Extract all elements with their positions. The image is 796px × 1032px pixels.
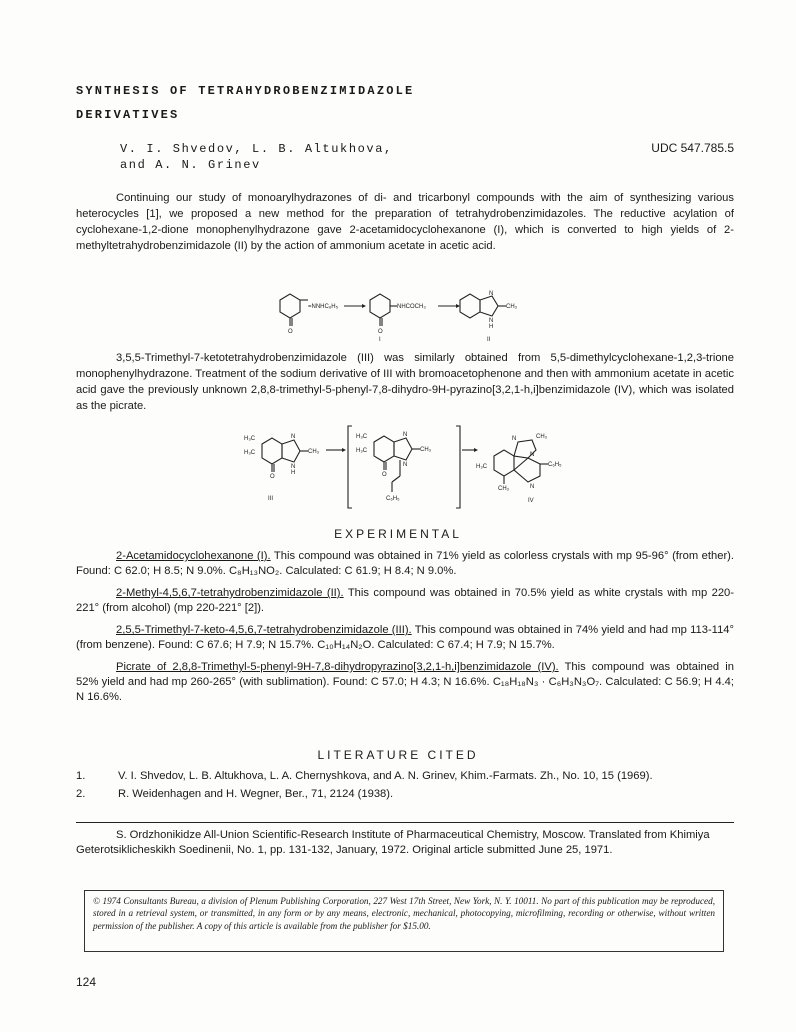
iii-n-top: N xyxy=(291,434,296,440)
int-ch3: CH₃ xyxy=(420,447,432,453)
second-paragraph xyxy=(76,350,734,414)
int-n-bottom: N xyxy=(403,462,408,468)
compound-label-iv: IV xyxy=(528,498,534,504)
experimental-entry-4 xyxy=(76,660,734,705)
reference-item xyxy=(76,769,734,784)
reference-text: V. I. Shvedov, L. B. Altukhova, L. A. Chernyshkova, and A. N. Grinev, Khim.-Farmats. Zh., No. 10, 15 (1969). xyxy=(118,770,653,782)
tetrahydro-ring xyxy=(460,294,480,318)
scheme1-n-top: N xyxy=(489,291,494,297)
iv-ch3-bottom: CH₃ xyxy=(498,486,510,492)
intermediate-imidazole xyxy=(394,438,412,460)
compound-iii-ring xyxy=(262,438,282,464)
scheme1-n-bottom: N xyxy=(489,318,494,324)
int-n-top: N xyxy=(403,432,408,438)
reference-text: R. Weidenhagen and H. Wegner, Ber., 71, 2124 (1938). xyxy=(118,788,394,800)
compound-iv-ring xyxy=(494,450,514,476)
cyclohexanone-ring-2 xyxy=(370,294,390,318)
entry-3-text: This compound was obtained in 74% yield and had mp 113-114° (from benzene). Found: C 67.6; H 7.9; N 15.7%. C₁₀H₁₄N₂O. Calculated: C 67.4; H 7.9; N 15.7%. xyxy=(76,624,734,651)
experimental-entry-1 xyxy=(76,549,734,579)
compound-name-1: 2-Acetamidocyclohexanone (I). xyxy=(116,550,271,562)
experimental-section xyxy=(76,549,734,712)
udc-code: UDC 547.785.5 xyxy=(651,141,734,155)
scheme1-o2: O xyxy=(378,329,383,335)
reaction-scheme-1 xyxy=(270,286,570,342)
scheme1-nhcoch3: NHCOCH₃ xyxy=(397,304,426,310)
footer-rule xyxy=(76,822,734,823)
compound-name-3: 2,5,5-Trimethyl-7-keto-4,5,6,7-tetrahydrobenzimidazole (III). xyxy=(116,624,412,636)
iv-n3: N xyxy=(530,484,535,490)
article-title-line2: DERIVATIVES xyxy=(76,108,180,122)
iv-ch3-top: CH₃ xyxy=(536,434,548,440)
intermediate-ring xyxy=(374,436,394,462)
reaction-scheme-2 xyxy=(240,420,580,512)
iii-h3c-a: H₃C xyxy=(244,436,256,442)
copyright-text: © 1974 Consultants Bureau, a division of Plenum Publishing Corporation, 227 West 17th Street, New York, N. Y. 10011. No part of this publication may be reproduced, stored in a retrieval system, or transmitted, in any form or by any means, electronic, mechanical, photocopying, microfilming, recording or otherwise, without written permission of the publisher. A copy of this article is available from the publisher for $15.00. xyxy=(93,896,715,931)
second-text: 3,5,5-Trimethyl-7-ketotetrahydrobenzimidazole (III) was similarly obtained from 5,5-dimethylcyclohexane-1,2,3-trione monophenylhydrazone. Treatment of the sodium derivative of III with bromoacetophenone and then with ammonium acetate in acetic acid gave the previously unknown 2,8,8-trimethyl-5-phenyl-7,8-dihydro-9H-pyrazino[3,2,1-h,i]benzimidazole (IV), which was isolated as the picrate. xyxy=(76,352,734,412)
compound-iv-pyrazine xyxy=(514,458,540,482)
experimental-entry-2 xyxy=(76,586,734,616)
intro-paragraph xyxy=(76,190,734,254)
compound-label-ii: II xyxy=(487,337,491,342)
int-h3c-a: H₃C xyxy=(356,434,368,440)
authors-line1: V. I. Shvedov, L. B. Altukhova, xyxy=(120,142,393,156)
scheme1-o1: O xyxy=(288,329,293,335)
copyright-box xyxy=(84,890,724,952)
int-c6h5: C₆H₅ xyxy=(386,496,400,502)
compound-name-2: 2-Methyl-4,5,6,7-tetrahydrobenzimidazole (II). xyxy=(116,587,344,599)
intro-text: Continuing our study of monoarylhydrazones of di- and tricarbonyl compounds with the aim of synthesizing various heterocycles [1], we proposed a new method for the preparation of tetrahydrobenzimidazoles. The reductive acylation of cyclohexane-1,2-dione monophenylhydrazone gave 2-acetamidocyclohexanone (I), which is converted to high yields of 2-methyltetrahydrobenzimidazole (II) by the action of ammonium acetate in acetic acid. xyxy=(76,192,734,252)
compound-name-4: Picrate of 2,8,8-Trimethyl-5-phenyl-9H-7,8-dihydropyrazino[3,2,1-h,i]benzimidazole (IV). xyxy=(116,661,559,673)
cyclohexanone-ring-1 xyxy=(280,294,300,318)
reference-list xyxy=(76,769,734,805)
int-h3c-b: H₃C xyxy=(356,448,368,454)
entry-1-text: This compound was obtained in 71% yield as colorless crystals with mp 95-96° (from ether). Found: C 62.0; H 8.5; N 9.0%. C₈H₁₃NO₂. Calculated: C 61.9; H 8.4; N 9.0%. xyxy=(76,550,735,577)
compound-label-iii: III xyxy=(268,496,274,502)
compound-iii-imidazole xyxy=(282,440,300,462)
iii-h3c-b: H₃C xyxy=(244,450,256,456)
scheme1-nnhc6h5: =NNHC₆H₅ xyxy=(308,304,339,310)
reference-number: 1. xyxy=(76,770,86,782)
experimental-entry-3 xyxy=(76,623,734,653)
scheme1-h: H xyxy=(489,324,494,330)
iii-o: O xyxy=(270,474,275,480)
iii-ch3: CH₃ xyxy=(308,449,320,455)
article-title-line1: SYNTHESIS OF TETRAHYDROBENZIMIDAZOLE xyxy=(76,84,415,98)
int-o: O xyxy=(382,472,387,478)
entry-4-text: This compound was obtained in 52% yield and had mp 260-265° (with sublimation). Found: C 57.0; H 4.3; N 16.6%. C₁₈H₁₈N₃ · C₆H₃N₃O₇. Calculated: C 56.9; H 4.4; N 16.6%. xyxy=(76,661,734,703)
iv-n2: N xyxy=(530,452,535,458)
scheme1-ch3: CH₃ xyxy=(506,304,518,310)
iii-h: H xyxy=(291,470,296,476)
reference-number: 2. xyxy=(76,788,86,800)
entry-2-text: This compound was obtained in 70.5% yield as white crystals with mp 220-221° (from alcohol) (mp 220-221° [2]). xyxy=(76,587,734,614)
page-number: 124 xyxy=(76,975,97,989)
imidazole-ring xyxy=(480,296,498,316)
iv-n1: N xyxy=(512,436,517,442)
authors-line2: and A. N. Grinev xyxy=(120,158,261,172)
affiliation-note: S. Ordzhonikidze All-Union Scientific-Research Institute of Pharmaceutical Chemistry, Moscow. Translated from Khimiya Geterotsiklicheskikh Soedinenii, No. 1, pp. 131-132, January, 1972. Original article submitted June 25, 1971. xyxy=(76,829,710,856)
literature-heading: LITERATURE CITED xyxy=(317,748,479,762)
iv-c6h5: C₆H₅ xyxy=(548,462,562,468)
iv-h3c: H₃C xyxy=(476,464,488,470)
reference-item xyxy=(76,787,734,802)
compound-label-i: I xyxy=(379,337,381,342)
experimental-heading: EXPERIMENTAL xyxy=(334,527,462,541)
iii-n-bottom: N xyxy=(291,464,296,470)
